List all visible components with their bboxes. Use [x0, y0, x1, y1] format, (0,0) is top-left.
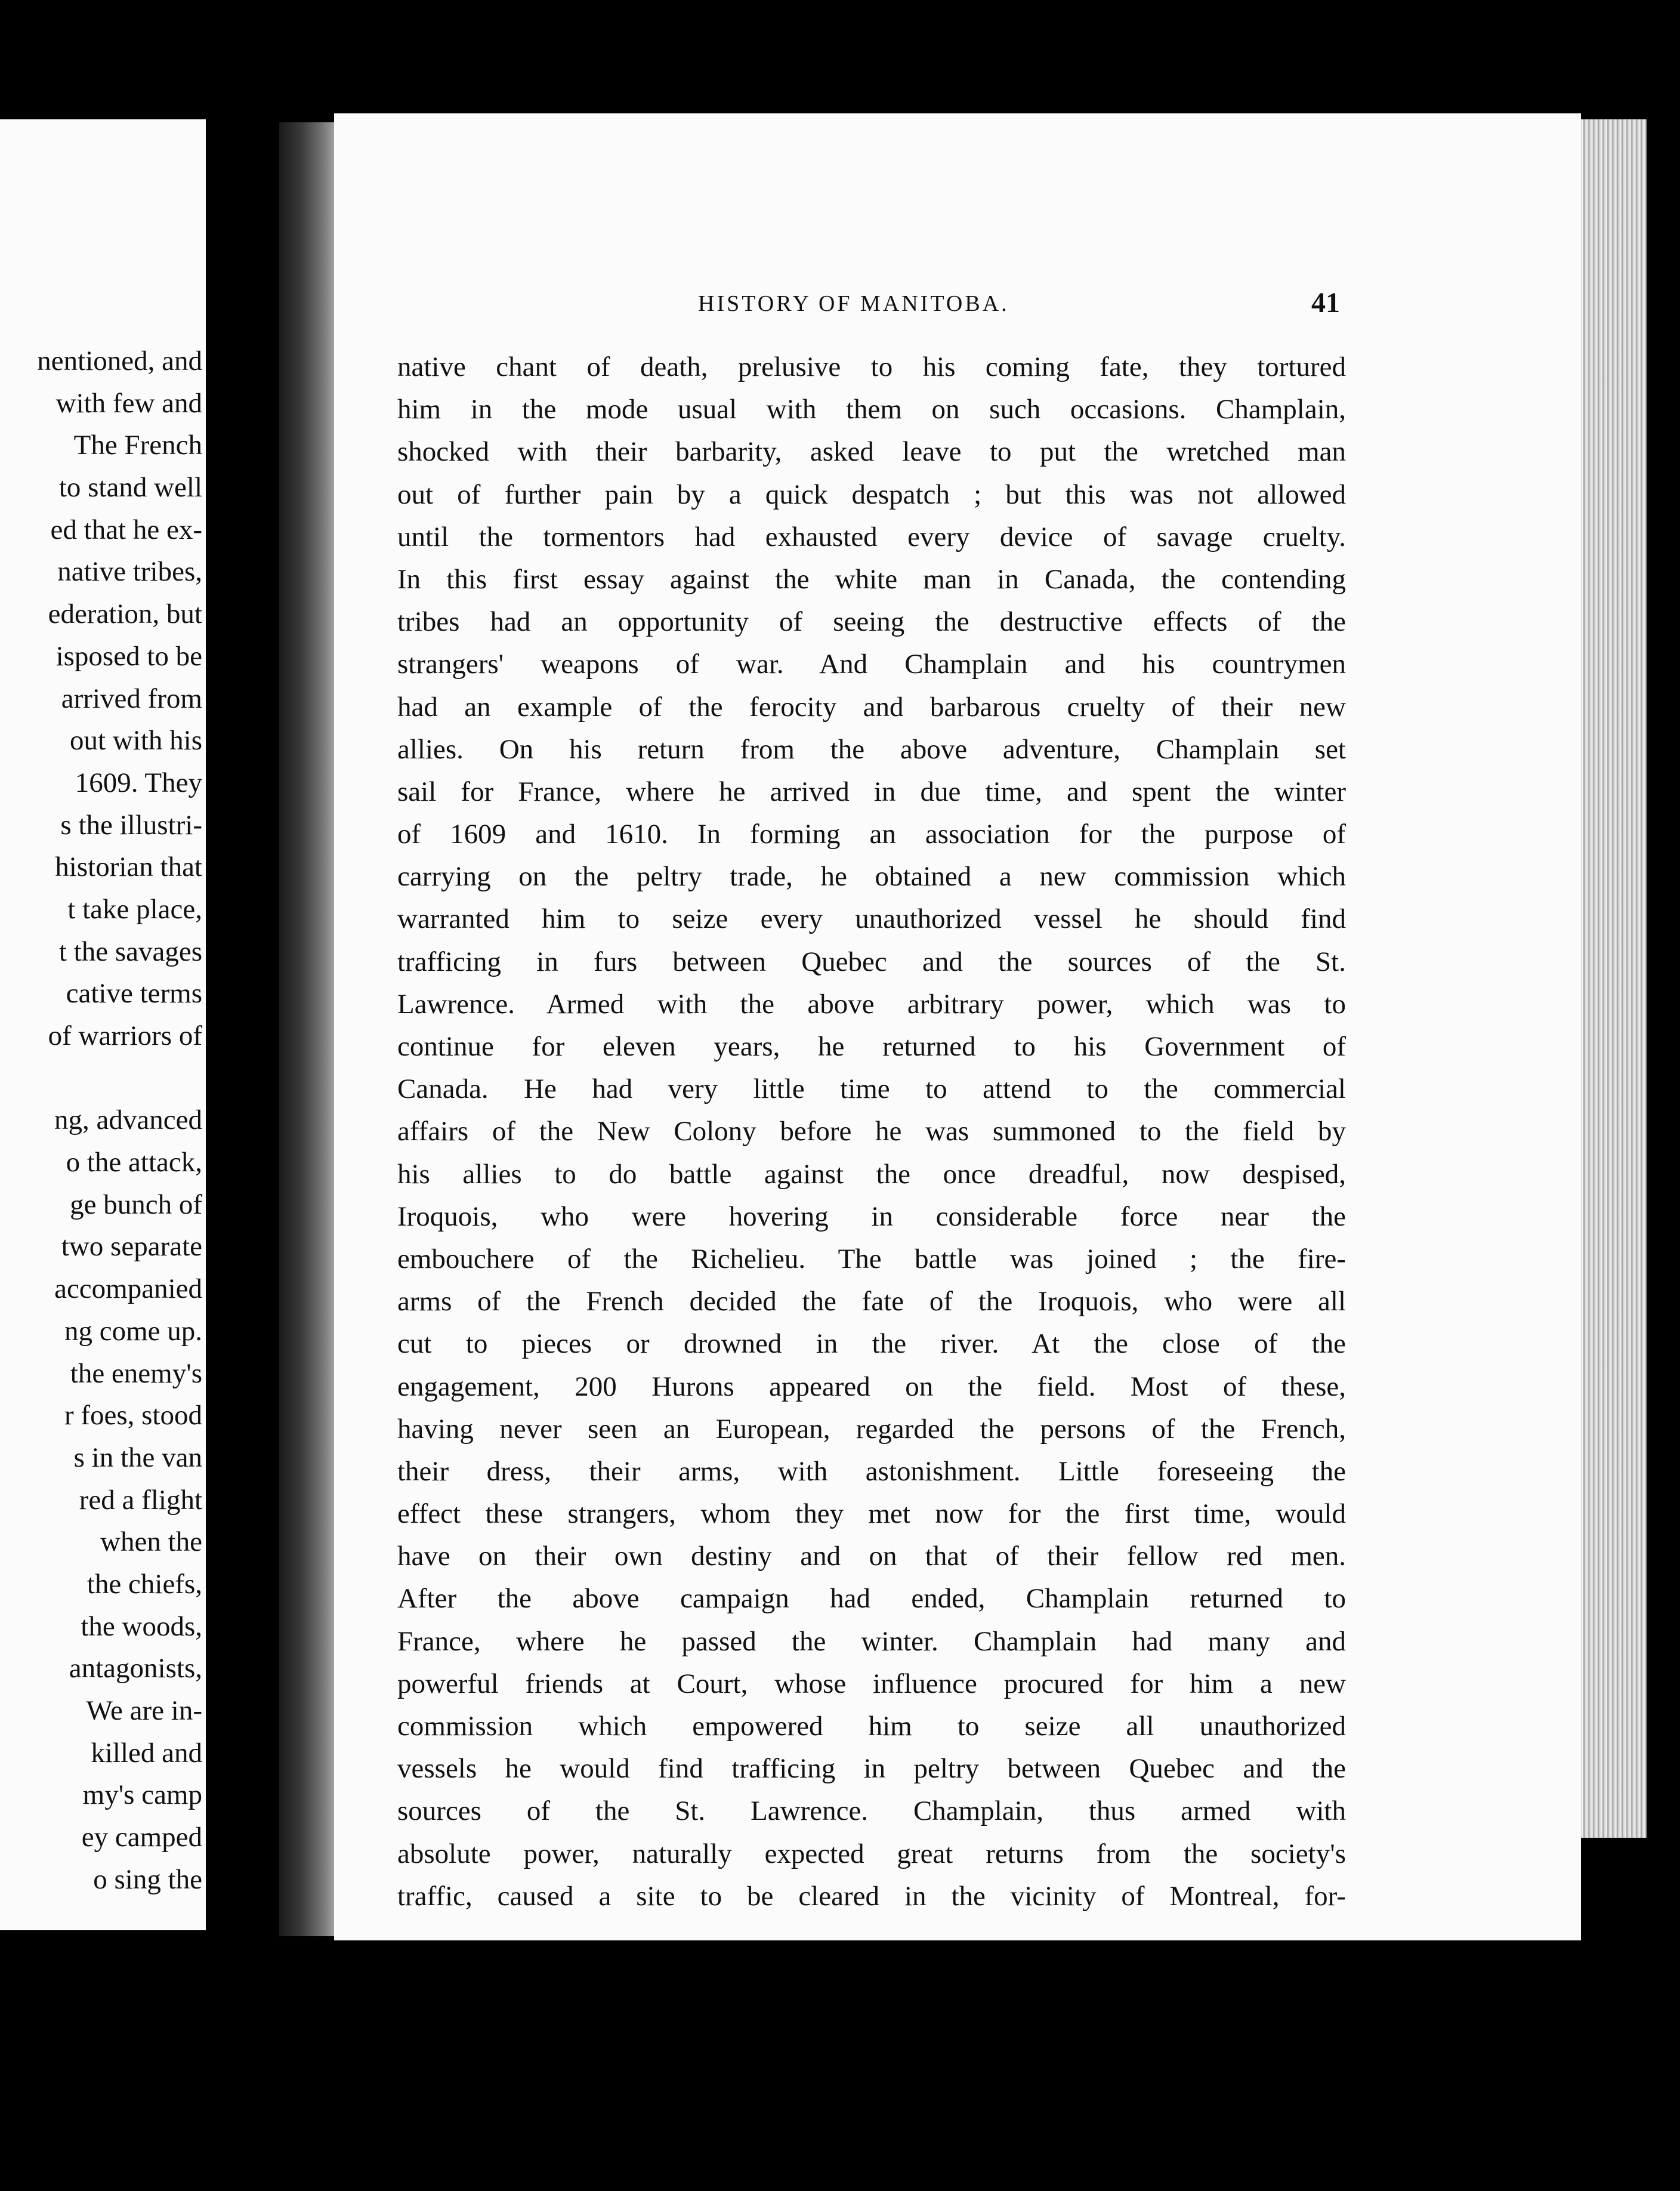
- left-text-line: cative terms: [66, 978, 202, 1010]
- left-text-line: s the illustri-: [60, 809, 202, 841]
- text-line: native chant of death, prelusive to his coming fate, they tortured: [397, 351, 1346, 382]
- text-line: After the above campaign had ended, Champlain returned to: [397, 1583, 1346, 1615]
- text-line: sail for France, where he arrived in due time, and spent the winter: [397, 776, 1346, 807]
- left-text-line: t the savages: [58, 936, 202, 967]
- left-text-line: t take place,: [67, 893, 202, 925]
- text-line: him in the mode usual with them on such occasions. Champlain,: [397, 394, 1346, 425]
- left-text-line: 1609. They: [75, 767, 202, 798]
- left-text-line: red a flight: [79, 1484, 202, 1516]
- text-line: powerful friends at Court, whose influence procured for him a new: [397, 1668, 1346, 1699]
- left-text-line: my's camp: [82, 1779, 202, 1811]
- left-text-line: ng come up.: [64, 1315, 202, 1347]
- text-line: Canada. He had very little time to attend to the commercial: [397, 1073, 1346, 1105]
- running-head: HISTORY OF MANITOBA.: [698, 291, 1009, 316]
- left-text-line: s in the van: [73, 1442, 202, 1473]
- left-text-line: accompanied: [54, 1273, 202, 1305]
- left-text-line: killed and: [91, 1737, 202, 1769]
- text-line: his allies to do battle against the once dreadful, now despised,: [397, 1158, 1346, 1190]
- left-text-line: out with his: [70, 725, 202, 757]
- left-text-line: arrived from: [61, 683, 202, 714]
- book-gutter: [279, 122, 342, 1936]
- text-line: warranted him to seize every unauthorized vessel he should find: [397, 903, 1346, 935]
- left-text-line: the enemy's: [70, 1357, 202, 1389]
- left-text-line: of warriors of: [48, 1020, 202, 1051]
- left-text-line: ederation, but: [48, 598, 202, 630]
- left-text-line: historian that: [55, 851, 202, 883]
- left-page-text: [0, 340, 202, 1900]
- text-line: cut to pieces or drowned in the river. At the close of the: [397, 1328, 1346, 1360]
- left-text-line: nentioned, and: [37, 345, 202, 377]
- text-line: out of further pain by a quick despatch ; but this was not allowed: [397, 479, 1346, 510]
- left-text-line: [0, 1057, 202, 1100]
- left-text-line: with few and: [55, 387, 202, 419]
- page-edges: [1581, 119, 1647, 1838]
- text-line: engagement, 200 Hurons appeared on the field. Most of these,: [397, 1371, 1346, 1402]
- left-text-line: The French: [73, 430, 202, 461]
- left-text-line: o the attack,: [66, 1147, 202, 1178]
- left-text-line: native tribes,: [57, 556, 202, 588]
- left-text-line: to stand well: [58, 472, 202, 504]
- left-text-line: ey camped: [81, 1822, 202, 1853]
- text-line: shocked with their barbarity, asked leave to put the wretched man: [397, 436, 1346, 468]
- text-line: absolute power, naturally expected great returns from the society's: [397, 1838, 1346, 1869]
- left-text-line: r foes, stood: [64, 1400, 202, 1431]
- text-line: allies. On his return from the above adventure, Champlain set: [397, 733, 1346, 765]
- text-line: until the tormentors had exhausted every device of savage cruelty.: [397, 521, 1346, 553]
- left-text-line: the woods,: [81, 1610, 202, 1642]
- left-page: [0, 119, 206, 1930]
- left-text-line: ge bunch of: [70, 1189, 202, 1220]
- text-line: sources of the St. Lawrence. Champlain, thus armed with: [397, 1795, 1346, 1827]
- text-line: continue for eleven years, he returned to his Government of: [397, 1031, 1346, 1062]
- left-text-line: the chiefs,: [87, 1568, 202, 1600]
- text-line: of 1609 and 1610. In forming an association for the purpose of: [397, 819, 1346, 850]
- left-text-line: isposed to be: [55, 640, 202, 672]
- left-text-line: o sing the: [93, 1863, 202, 1895]
- text-line: having never seen an European, regarded the persons of the French,: [397, 1413, 1346, 1445]
- text-line: carrying on the peltry trade, he obtained a new commission which: [397, 861, 1346, 893]
- text-line: embouchere of the Richelieu. The battle was joined ; the fire-: [397, 1243, 1346, 1275]
- text-line: Lawrence. Armed with the above arbitrary power, which was to: [397, 988, 1346, 1020]
- text-line: In this first essay against the white man in Canada, the contending: [397, 563, 1346, 595]
- text-line: effect these strangers, whom they met now for the first time, would: [397, 1498, 1346, 1530]
- left-text-line: ed that he ex-: [50, 514, 202, 545]
- text-line: have on their own destiny and on that of their fellow red men.: [397, 1541, 1346, 1572]
- text-line: trafficing in furs between Quebec and the sources of the St.: [397, 946, 1346, 977]
- text-line: their dress, their arms, with astonishment. Little foreseeing the: [397, 1455, 1346, 1487]
- left-text-line: antagonists,: [69, 1653, 202, 1684]
- left-text-line: ng, advanced: [54, 1104, 202, 1136]
- text-line: vessels he would find trafficing in peltry between Quebec and the: [397, 1753, 1346, 1785]
- body-text: [397, 346, 1346, 1918]
- text-line: traffic, caused a site to be cleared in the vicinity of Montreal, for-: [397, 1880, 1346, 1912]
- left-text-line: two separate: [61, 1231, 202, 1263]
- left-text-line: We are in-: [86, 1695, 202, 1726]
- text-line: strangers' weapons of war. And Champlain and his countrymen: [397, 649, 1346, 680]
- text-line: affairs of the New Colony before he was summoned to the field by: [397, 1116, 1346, 1147]
- text-line: Iroquois, who were hovering in considerable force near the: [397, 1201, 1346, 1232]
- text-line: commission which empowered him to seize all unauthorized: [397, 1711, 1346, 1742]
- text-line: had an example of the ferocity and barbarous cruelty of their new: [397, 691, 1346, 723]
- left-text-line: when the: [100, 1526, 202, 1558]
- text-line: arms of the French decided the fate of the Iroquois, who were all: [397, 1286, 1346, 1317]
- text-line: tribes had an opportunity of seeing the destructive effects of the: [397, 606, 1346, 638]
- page-number: 41: [1311, 287, 1340, 319]
- text-line: France, where he passed the winter. Champlain had many and: [397, 1625, 1346, 1657]
